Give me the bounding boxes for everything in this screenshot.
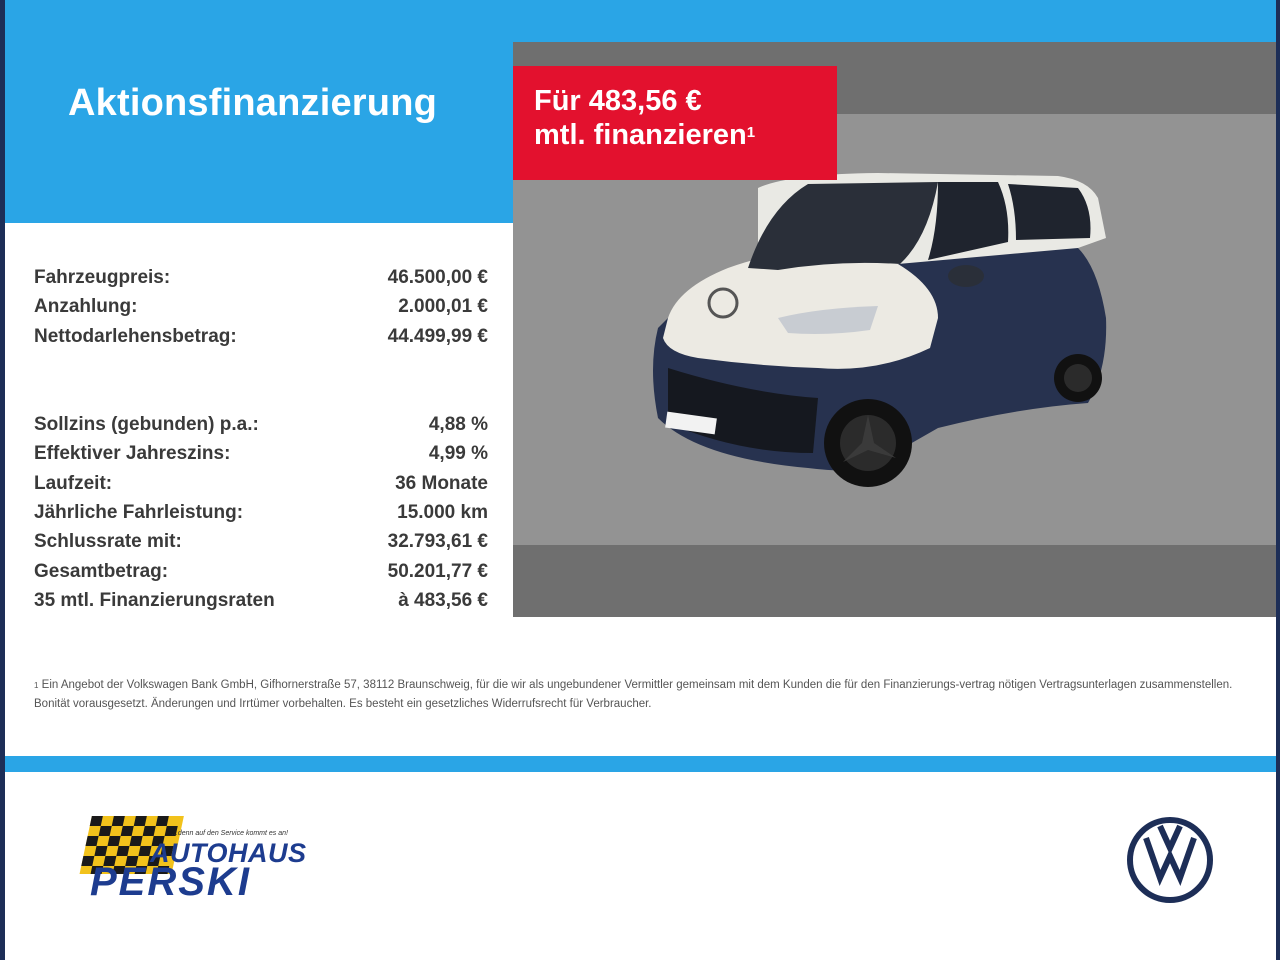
dealer-name-line-2: PERSKI: [90, 860, 251, 904]
finance-value: 32.793,61 €: [387, 531, 488, 552]
top-accent-band: [5, 0, 1276, 42]
finance-row: [34, 267, 488, 295]
promo-line-1: Für 483,56 €: [534, 85, 702, 117]
finance-row: [34, 326, 488, 354]
dealer-name-line-1: AUTOHAUS: [150, 838, 307, 868]
finance-label: Gesamtbetrag:: [34, 561, 169, 582]
finance-label: Effektiver Jahreszins:: [34, 443, 231, 464]
finance-value: 4,99 %: [428, 443, 488, 464]
finance-row: [34, 561, 488, 589]
page-title: Aktionsfinanzierung: [68, 82, 438, 124]
legal-footnote: [34, 676, 1234, 714]
finance-row: [34, 531, 488, 559]
finance-row: [34, 473, 488, 501]
vw-logo-icon: [1126, 816, 1214, 904]
photo-stripe-bottom: [513, 545, 1276, 617]
promo-price-box: [513, 66, 837, 180]
finance-row: [34, 590, 488, 618]
finance-label: Sollzins (gebunden) p.a.:: [34, 414, 259, 435]
promo-line-2-text: mtl. finanzieren: [534, 119, 747, 151]
finance-value: à 483,56 €: [398, 590, 488, 611]
van-image: [638, 168, 1118, 518]
promo-line-2: [534, 118, 837, 152]
finance-value: 46.500,00 €: [387, 267, 488, 288]
finance-label: Laufzeit:: [34, 473, 113, 494]
headline-band: [5, 42, 513, 223]
footnote-text: Ein Angebot der Volkswagen Bank GmbH, Gifhornerstraße 57, 38112 Braunschweig, für die wir als ungebundener Vermittler gemeinsam mit dem Kunden die für den Finanzierungs-vertrag nötigen Vertragsunterlagen zusammenstellen. Bonität vorausgesetzt. Änderungen und Irrtümer vorbehalten. Es besteht ein gesetzliches Widerrufsrecht für Verbraucher.: [34, 679, 1233, 710]
finance-value: 36 Monate: [395, 473, 488, 494]
finance-row: [34, 502, 488, 530]
finance-label: 35 mtl. Finanzierungsraten: [34, 590, 275, 611]
finance-value: 2.000,01 €: [398, 296, 488, 317]
dealer-tagline: ...denn auf den Service kommt es an!: [172, 830, 288, 837]
finance-value: 4,88 %: [428, 414, 488, 435]
finance-value: 15.000 km: [397, 502, 488, 523]
finance-row: [34, 296, 488, 324]
finance-label: Anzahlung:: [34, 296, 138, 317]
finance-row: [34, 443, 488, 471]
promo-footnote-marker: 1: [746, 124, 756, 141]
finance-value: 50.201,77 €: [387, 561, 488, 582]
finance-row: [34, 414, 488, 442]
footnote-marker: 1: [34, 681, 39, 690]
finance-label: Fahrzeugpreis:: [34, 267, 171, 288]
bottom-accent-band: [5, 756, 1276, 772]
finance-label: Jährliche Fahrleistung:: [34, 502, 244, 523]
finance-label: Schlussrate mit:: [34, 531, 182, 552]
finance-value: 44.499,99 €: [387, 326, 488, 347]
finance-label: Nettodarlehensbetrag:: [34, 326, 237, 347]
